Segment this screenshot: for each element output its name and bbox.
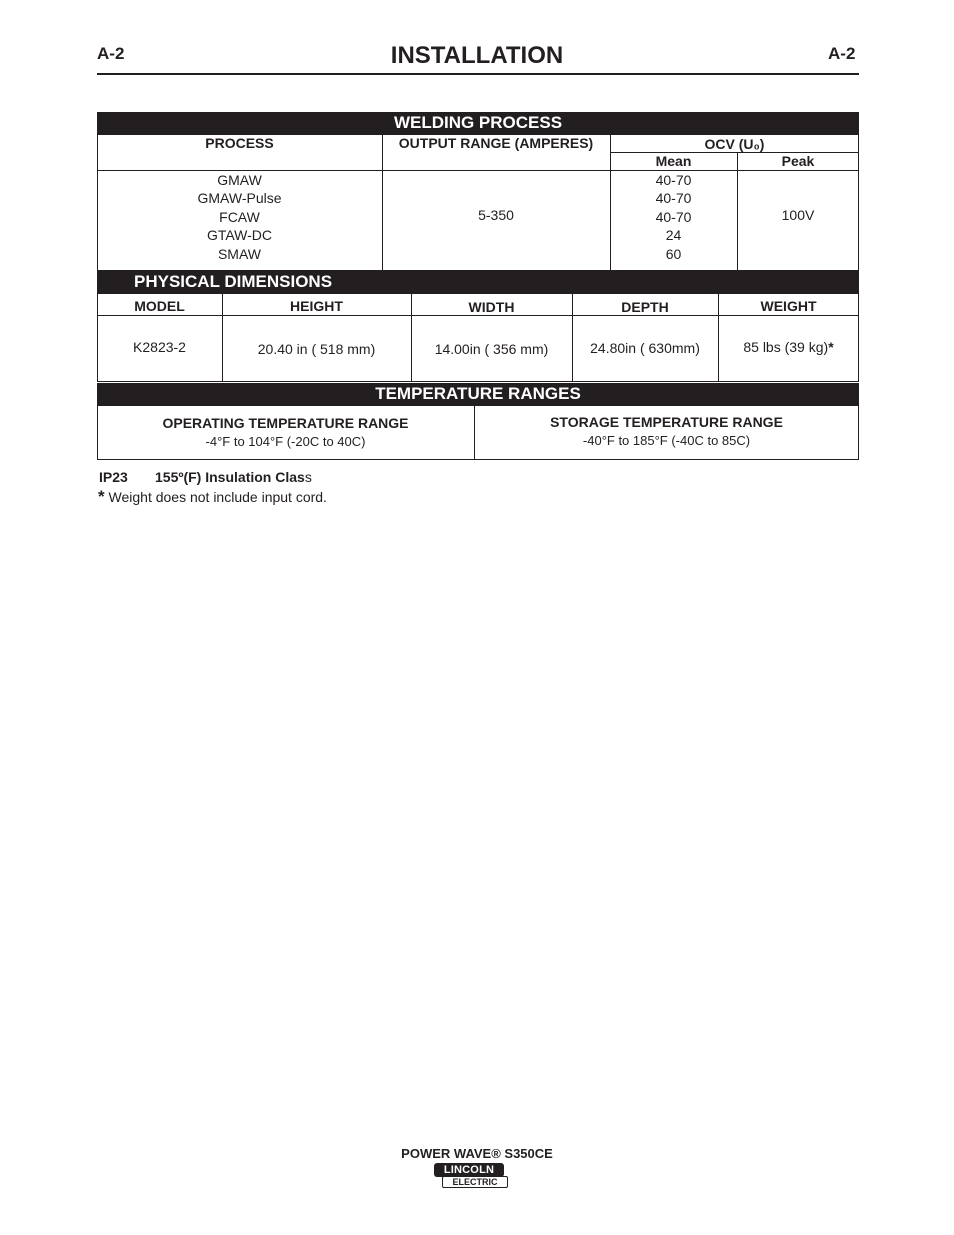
col-header-model: MODEL bbox=[134, 298, 185, 314]
col-header-peak: Peak bbox=[781, 153, 815, 169]
width-value: 14.00in ( 356 mm) bbox=[434, 341, 549, 357]
page-title: INSTALLATION bbox=[390, 42, 564, 69]
lincoln-electric-logo bbox=[434, 1163, 512, 1190]
ip-rating: IP23 bbox=[99, 469, 128, 485]
ocv-mean-item: 40-70 bbox=[655, 208, 692, 225]
ocv-mean-item: 40-70 bbox=[655, 190, 692, 207]
ocv-mean-item: 40-70 bbox=[655, 172, 692, 188]
col-header-process: PROCESS bbox=[205, 135, 274, 151]
footnote-asterisk: * bbox=[98, 487, 105, 506]
insulation-class-note: 155º(F) Insulation Class bbox=[155, 469, 312, 485]
col-header-height: HEIGHT bbox=[290, 298, 343, 314]
process-item: FCAW bbox=[219, 208, 260, 225]
storage-temperature-value: -40°F to 185°F (-40C to 85C) bbox=[582, 433, 751, 448]
logo-bottom-band: ELECTRIC bbox=[442, 1176, 508, 1188]
physical-dimensions-heading: PHYSICAL DIMENSIONS bbox=[97, 271, 859, 293]
col-header-mean: Mean bbox=[655, 153, 692, 169]
col-header-width: WIDTH bbox=[468, 299, 515, 315]
process-item: GMAW bbox=[217, 172, 262, 188]
col-header-depth: DEPTH bbox=[621, 299, 669, 315]
operating-temperature-label: OPERATING TEMPERATURE RANGE bbox=[162, 415, 409, 431]
ocv-mean-item: 60 bbox=[665, 245, 682, 262]
col-header-ocv: OCV (U₀) bbox=[704, 136, 765, 152]
temperature-ranges-heading: TEMPERATURE RANGES bbox=[97, 383, 859, 405]
weight-value: 85 lbs (39 kg)* bbox=[743, 339, 834, 355]
ocv-peak-value: 100V bbox=[781, 207, 815, 223]
process-list bbox=[97, 171, 382, 263]
page-number-right: A-2 bbox=[828, 44, 856, 63]
header-rule bbox=[97, 73, 859, 75]
col-header-weight: WEIGHT bbox=[760, 298, 817, 314]
process-item: GTAW-DC bbox=[206, 227, 273, 244]
height-value: 20.40 in ( 518 mm) bbox=[257, 341, 376, 357]
weight-asterisk: * bbox=[828, 339, 834, 355]
model-value: K2823-2 bbox=[133, 339, 186, 355]
logo-top-band: LINCOLN bbox=[434, 1163, 504, 1177]
process-item: GMAW-Pulse bbox=[197, 190, 282, 207]
storage-temperature-label: STORAGE TEMPERATURE RANGE bbox=[550, 414, 783, 430]
operating-temperature-value: -4°F to 104°F (-20C to 40C) bbox=[205, 434, 366, 449]
weight-footnote: * Weight does not include input cord. bbox=[98, 487, 327, 506]
output-range-value: 5-350 bbox=[478, 207, 514, 223]
page-number-left: A-2 bbox=[97, 44, 125, 63]
ocv-mean-item: 24 bbox=[665, 227, 682, 244]
depth-value: 24.80in ( 630mm) bbox=[590, 340, 700, 356]
process-item: SMAW bbox=[217, 245, 262, 262]
col-header-output-range: OUTPUT RANGE (AMPERES) bbox=[398, 135, 594, 151]
product-name: POWER WAVE® S350CE bbox=[401, 1146, 553, 1161]
ocv-mean-list bbox=[610, 171, 737, 263]
welding-process-heading: WELDING PROCESS bbox=[97, 112, 859, 134]
